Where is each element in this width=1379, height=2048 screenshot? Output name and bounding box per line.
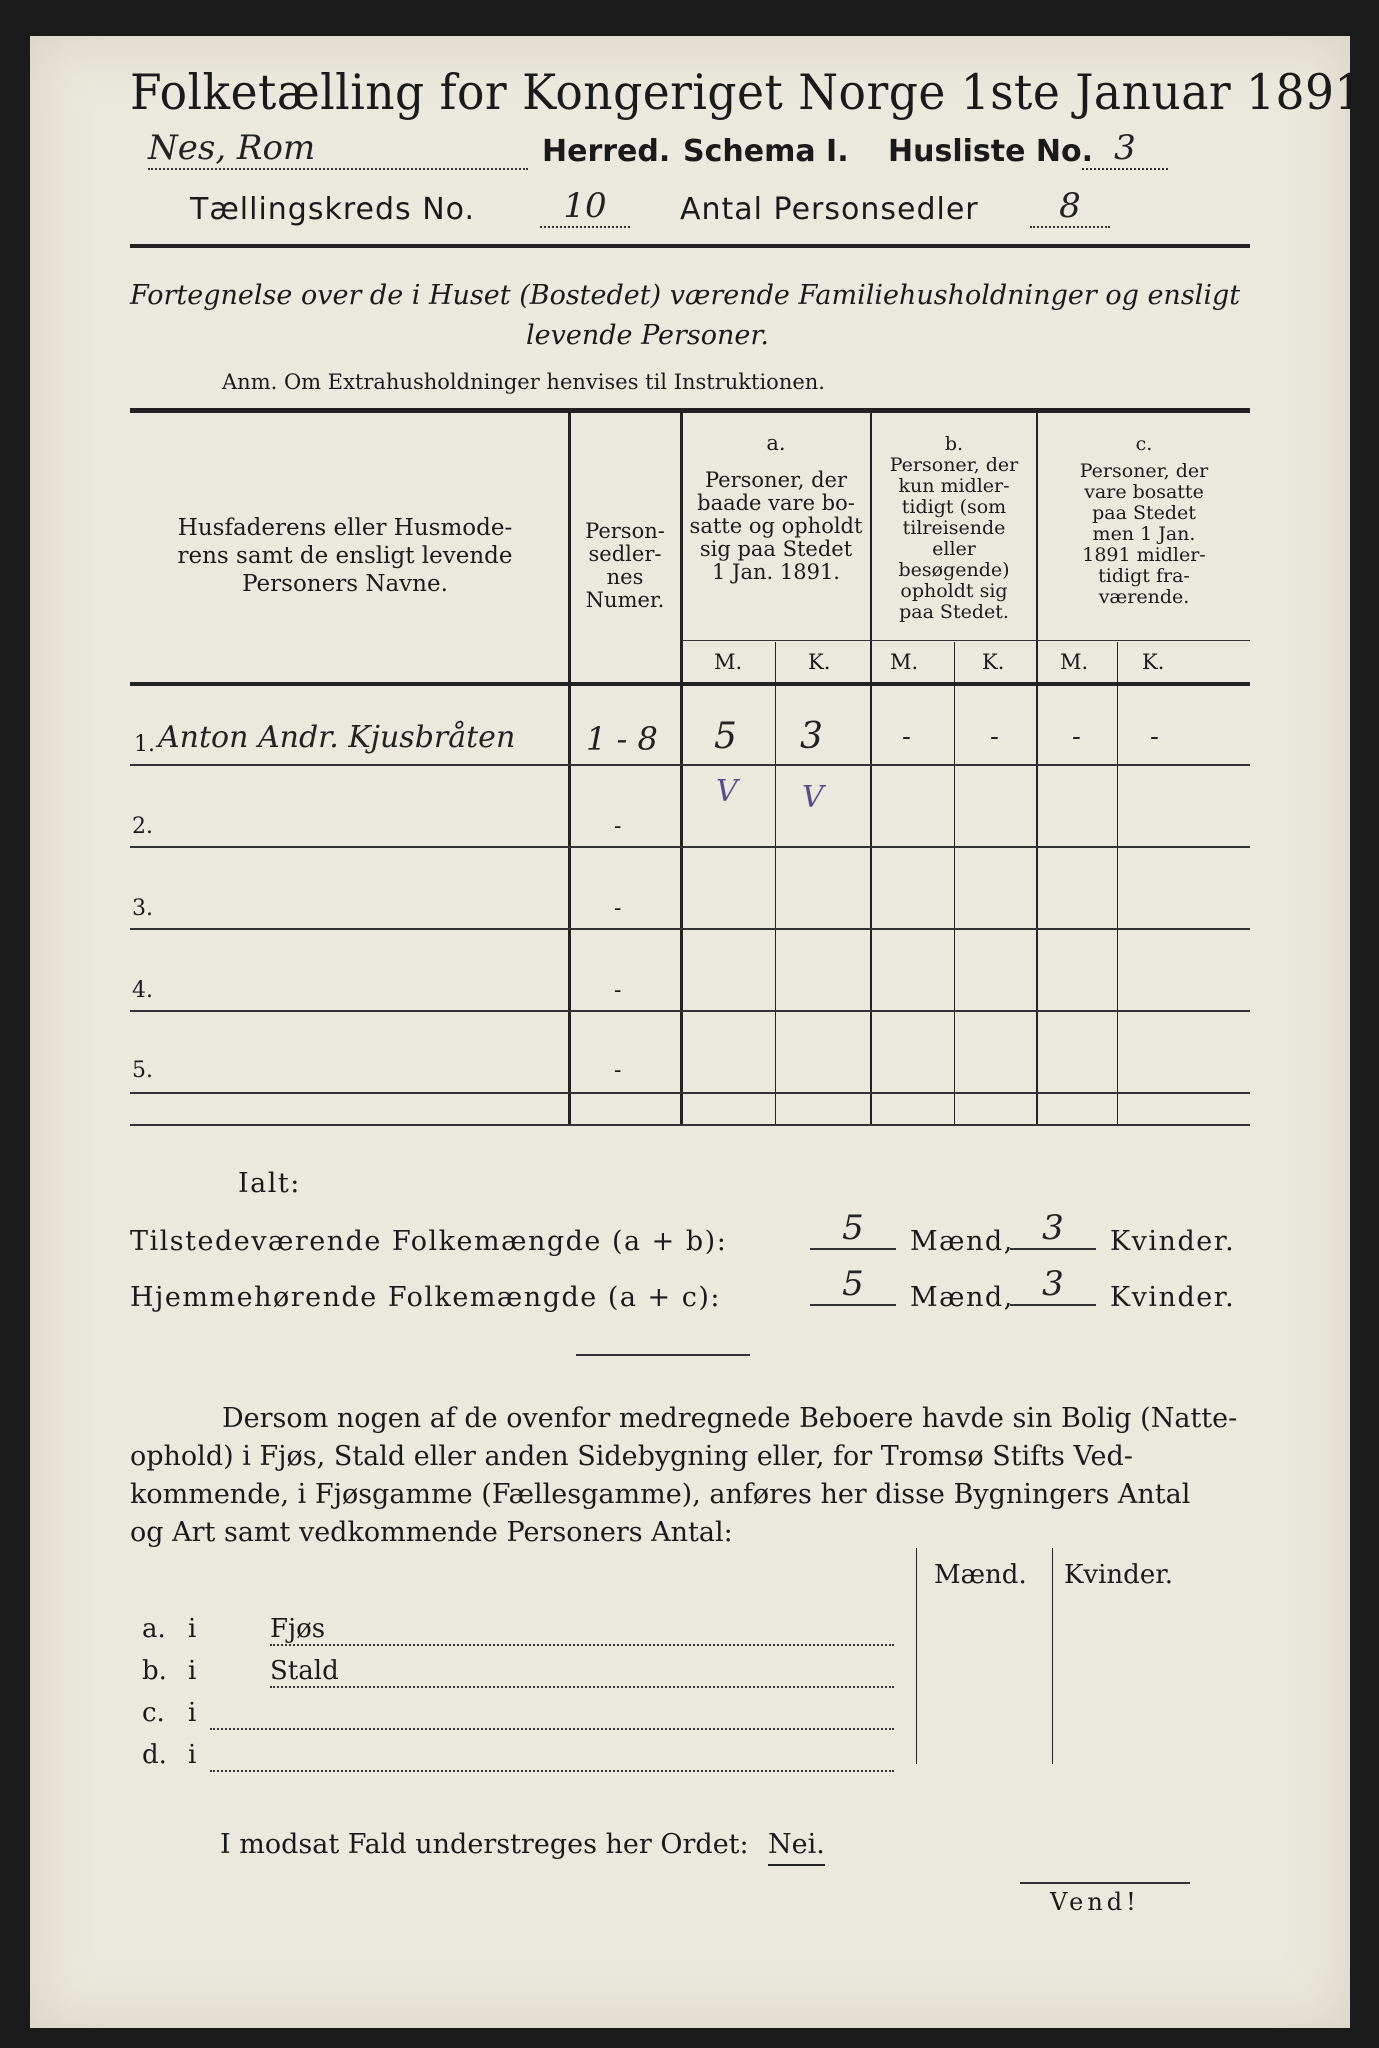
col-c-header [1038,434,1250,608]
col-num-l1: Person- [585,519,665,543]
para-line3: kommende, i Fjøsgamme (Fællesgamme), anføres her disse Bygningers Antal [130,1479,1191,1510]
row1-sedler: 1 - 8 [586,720,658,758]
row5-sedler: - [614,1058,622,1083]
bldg-row-c-letter: c. [142,1698,165,1728]
bldg-row-c-label [210,1698,894,1730]
para-line1: Dersom nogen af de ovenfor medregnede Beboere havde sin Bolig (Natte- [222,1403,1238,1434]
row2-sedler: - [614,814,622,839]
bldg-row-d-letter: d. [142,1740,167,1770]
row4-line [130,1010,1250,1012]
col-b-header [872,434,1036,623]
herred-value: Nes, Rom [148,128,528,170]
bldg-row-a-label: Fjøs [270,1614,894,1646]
row5-line [130,1092,1250,1094]
col-b-l7: opholdt sig [900,580,1008,602]
col-b-l4: tilreisende [902,517,1006,539]
col-c-l4: men 1 Jan. [1092,523,1196,545]
anm-note: Anm. Om Extrahusholdninger henvises til Instruktionen. [222,370,825,394]
row2-number: 2. [132,814,153,839]
col-num-l3: nes [606,565,644,589]
ialt-label: Ialt: [238,1168,301,1199]
row1-number: 1. [134,732,155,757]
col-b-l5: eller [932,538,976,560]
col-b-l1: Personer, der [889,454,1019,476]
row1-c-k: - [1150,722,1159,752]
row2-a-k-check: V [802,780,824,815]
form-title: Folketælling for Kongeriget Norge 1ste Januar 1891. [130,64,1379,121]
separator-rule [576,1354,750,1356]
kreds-label: Tællingskreds No. [190,192,475,227]
col-a-l5: 1 Jan. 1891. [712,560,840,584]
col-b-l8: paa Stedet. [899,601,1009,623]
col-c-l6: tidigt fra- [1098,565,1190,587]
row2-a-m-check: V [716,774,738,809]
col-a-l1: Personer, der [704,468,848,492]
bldg-row-b-label: Stald [270,1656,894,1688]
hjemme-kvinder-value: 3 [1010,1264,1096,1306]
col-c-l3: paa Stedet [1092,502,1196,524]
a-k-label: K. [808,650,831,674]
col-b-letter: b. [944,433,964,455]
intro-line2: levende Personer. [526,320,769,351]
hjemme-kvinder-label: Kvinder. [1110,1282,1236,1313]
hjemme-label: Hjemmehørende Folkemængde (a + c): [130,1282,721,1313]
row1-a-m: 5 [714,716,737,757]
row1-b-m: - [902,722,911,752]
row1-name: Anton Andr. Kjusbråten [158,720,516,755]
row1-a-k: 3 [800,716,823,757]
intro-line1: Fortegnelse over de i Huset (Bostedet) værende Familiehusholdninger og ensligt [130,280,1241,311]
husliste-value: 3 [1082,128,1168,170]
col-a-letter: a. [766,431,786,455]
col-b-l3: tidigt (som [901,496,1007,518]
row3-number: 3. [132,896,153,921]
hjemme-maend-value: 5 [810,1264,896,1306]
vline-c-mk [1117,642,1118,1125]
col-c-l5: 1891 midler- [1082,544,1206,566]
bldg-row-c-i: i [188,1698,197,1728]
row1-c-m: - [1072,722,1081,752]
tilstede-kvinder-value: 3 [1010,1208,1096,1250]
b-m-label: M. [890,650,919,674]
bldg-col-kvinder: Kvinder. [1064,1560,1174,1590]
para-line4: og Art samt vedkommende Personers Antal: [130,1517,733,1548]
vline-name [568,413,571,1125]
table-header-bottom-rule [130,682,1250,686]
row3-sedler: - [614,896,622,921]
col-a-l3: satte og opholdt [689,514,863,538]
vend-rule [1020,1882,1190,1884]
row4-sedler: - [614,978,622,1003]
vend-text: Vend! [1050,1888,1140,1916]
tilstede-label: Tilstedeværende Folkemængde (a + b): [130,1226,728,1257]
col-c-letter: c. [1135,433,1153,455]
nei-word: Nei. [768,1826,825,1866]
bldg-row-b-letter: b. [142,1656,167,1686]
hjemme-maend-label: Mænd, [910,1282,1014,1313]
col-num-header [572,520,678,612]
vline-b-mk [954,642,955,1125]
bldg-vline1 [916,1548,917,1764]
modsat-text: I modsat Fald understreges her Ordet: [220,1829,749,1860]
b-k-label: K. [982,650,1005,674]
tilstede-maend-value: 5 [810,1208,896,1250]
row4-number: 4. [132,978,153,1003]
table-bottom-rule [130,1124,1250,1126]
col-num-l4: Numer. [585,588,665,612]
col-name-header [140,514,550,598]
a-m-label: M. [714,650,743,674]
herred-label: Herred. [542,134,671,169]
bldg-vline2 [1052,1548,1053,1764]
kreds-value: 10 [540,186,630,228]
col-name-l2: rens samt de ensligt levende [177,543,513,569]
vline-a-mk [775,642,776,1125]
col-name-l1: Husfaderens eller Husmode- [177,515,513,541]
col-c-l7: værende. [1098,586,1190,608]
col-a-l2: baade vare bo- [697,491,855,515]
c-k-label: K. [1142,650,1165,674]
buildings-paragraph [130,1400,1237,1552]
tilstede-kvinder-label: Kvinder. [1110,1226,1236,1257]
col-b-l6: besøgende) [898,559,1010,581]
col-c-l1: Personer, der [1079,460,1209,482]
bldg-row-d-label [210,1740,894,1772]
schema-label: Schema I. [683,134,849,169]
col-a-l4: sig paa Stedet [699,537,853,561]
husliste-label: Husliste No. [888,134,1093,169]
row3-line [130,928,1250,930]
table-top-rule [130,408,1250,413]
bldg-col-maend: Mænd. [934,1560,1027,1590]
bldg-row-d-i: i [188,1740,197,1770]
antal-label: Antal Personsedler [680,192,979,227]
col-a-header [684,432,868,584]
tilstede-maend-label: Mænd, [910,1226,1014,1257]
col-b-l2: kun midler- [898,475,1010,497]
vline-num [680,413,683,1125]
col-name-l3: Personers Navne. [242,571,448,597]
col-num-l2: sedler- [588,542,662,566]
census-sheet [30,36,1379,2028]
row2-line [130,846,1250,848]
row1-line [130,764,1250,766]
bldg-row-a-letter: a. [142,1614,166,1644]
col-c-l2: vare bosatte [1084,481,1204,503]
para-line2: ophold) i Fjøs, Stald eller anden Sidebygning eller, for Tromsø Stifts Ved- [130,1441,1133,1472]
mk-rule [682,640,1250,641]
row1-b-k: - [990,722,999,752]
row5-number: 5. [132,1058,153,1083]
bldg-row-b-i: i [188,1656,197,1686]
antal-value: 8 [1030,186,1110,228]
header-rule [130,244,1250,248]
c-m-label: M. [1060,650,1089,674]
bldg-row-a-i: i [188,1614,197,1644]
